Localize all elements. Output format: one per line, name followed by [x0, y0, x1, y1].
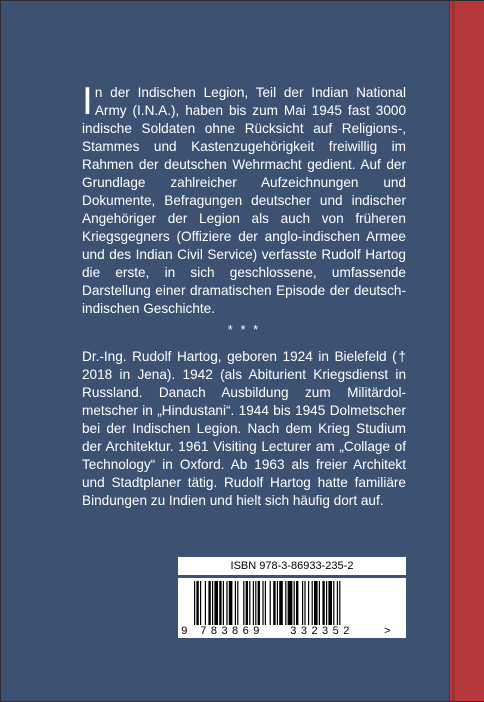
- section-separator: * * *: [227, 322, 261, 337]
- barcode-arrow: >: [384, 626, 391, 638]
- barcode-bar: [308, 581, 309, 625]
- barcode-bar: [229, 581, 233, 625]
- barcode-bar: [273, 581, 275, 625]
- barcode-bar: [208, 581, 210, 625]
- barcode-bar: [265, 581, 266, 625]
- barcode-bar: [223, 581, 224, 625]
- barcode-bar: [270, 581, 271, 625]
- barcode-bar: [319, 581, 320, 625]
- barcode-bar: [285, 581, 286, 625]
- blurb-paragraph-1-text: n der Indischen Legion, Teil der Indian National Army (I.N.A.), haben bis zum Mai 1945 fast 3000 indische Soldaten ohne Rücksicht auf Religions-, Stammes und Kastenzugehörigkeit freiwillig im Rahmen der deutschen Wehrmacht gedient. Auf der Grundlage zahlreicher Aufzeichnungen und Dokumente, Befragungen deutscher und indischer Angehöriger der Legion als auch von früheren Kriegsgegners (Offiziere der anglo-indischen Armee und des Indian Civil Service) verfasste Rudolf Hartog die erste, in sich geschlossene, umfassende Darstellung einer dramatischen Episode der deutsch-indischen Geschichte.: [82, 85, 406, 316]
- barcode-bar: [258, 581, 260, 625]
- isbn-label: ISBN 978-3-86933-235-2: [178, 557, 406, 575]
- barcode-bar: [205, 581, 206, 625]
- barcode-bar: [296, 581, 298, 625]
- barcode-bar: [253, 581, 254, 625]
- barcode-bar: [326, 581, 327, 625]
- barcode-bar: [249, 581, 250, 625]
- barcode-bar: [277, 581, 278, 625]
- barcode-group-2: 332352: [290, 626, 354, 638]
- barcode-bar: [302, 581, 303, 625]
- barcode-bar: [214, 581, 218, 625]
- spine-edge: [452, 1, 455, 701]
- author-bio-paragraph: Dr.-Ing. Rudolf Hartog, geboren 1924 in Bielefeld († 2018 in Jena). 1942 (als Abiturient Kriegsdienst in Russland. Danach Ausbildung zum Militärdolmetscher in „Hindustani“. 1944 bis 1945 Dolmetscher bei der Indischen Legion. Nach dem Krieg Studium der Architektur. 1961 Visiting Lecturer am „Collage of Technology“ in Oxford. Ab 1963 als freier Architekt und Stadtplaner tätig. Rudolf Hartog hatte familiäre Bindungen zu Indien und hielt sich häufig dort auf.: [82, 349, 406, 508]
- barcode-bar: [294, 581, 295, 625]
- barcode-first-digit: 9: [181, 626, 188, 638]
- barcode-bar: [337, 581, 338, 625]
- barcode-bar: [194, 581, 195, 625]
- barcode-bar: [237, 581, 238, 625]
- barcode-bar: [226, 581, 227, 625]
- barcode-bar: [243, 581, 244, 625]
- barcode-bar: [279, 581, 283, 625]
- barcode-bar: [235, 581, 236, 625]
- barcode-graphic: [178, 578, 406, 638]
- barcode-bar: [328, 581, 332, 625]
- barcode: [178, 578, 406, 638]
- barcode-bar: [262, 581, 263, 625]
- barcode-bar: [312, 581, 313, 625]
- barcode-bar: [333, 581, 334, 625]
- barcode-bar: [322, 581, 324, 625]
- barcode-group-1: 783869: [200, 626, 264, 638]
- barcode-bar: [288, 581, 293, 625]
- barcode-bar: [200, 581, 201, 625]
- barcode-bar: [212, 581, 213, 625]
- barcode-bar: [246, 581, 248, 625]
- barcode-bar: [196, 581, 198, 625]
- barcode-bar: [339, 581, 340, 625]
- drop-cap: I: [82, 80, 93, 123]
- barcode-bar: [219, 581, 221, 625]
- barcode-bar: [314, 581, 318, 625]
- barcode-bar: [255, 581, 256, 625]
- barcode-bar: [304, 581, 305, 625]
- blurb-paragraph-1: [82, 80, 406, 318]
